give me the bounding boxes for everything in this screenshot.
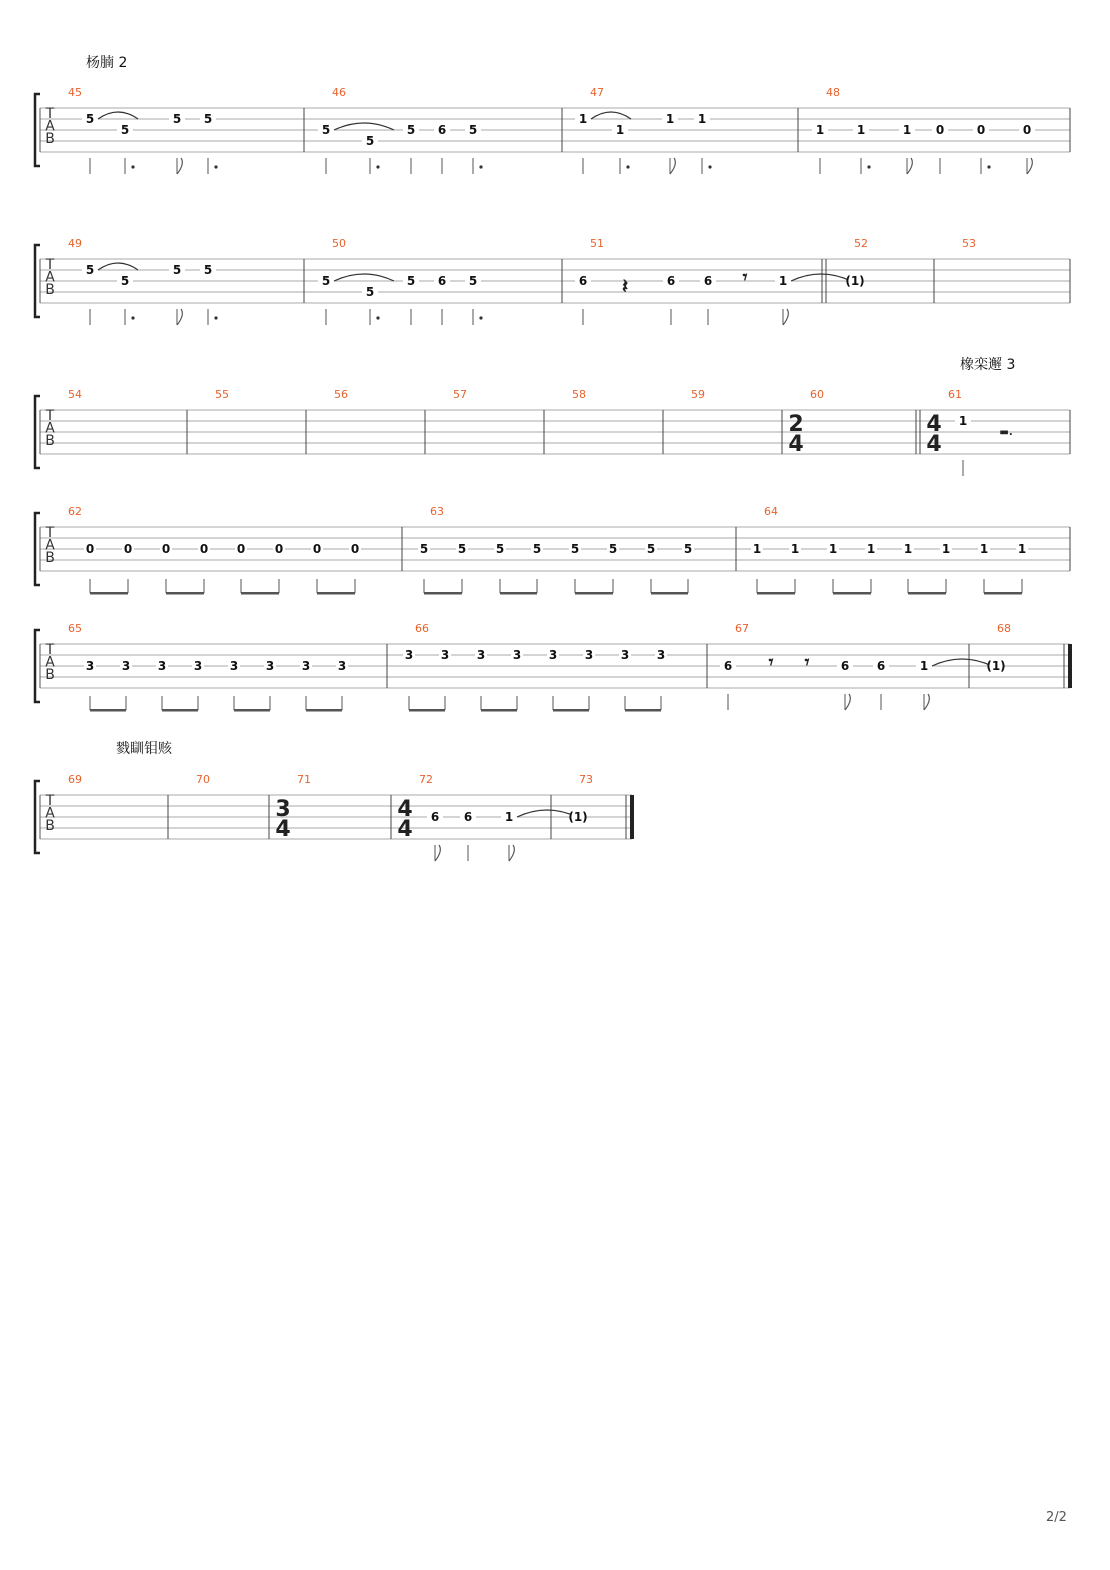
system-bracket: [35, 396, 40, 468]
fret-number: 1: [1017, 542, 1027, 556]
measure-number: 51: [590, 237, 604, 250]
fret-number: 1: [941, 542, 951, 556]
system-bracket: [35, 94, 40, 166]
note-flag: [177, 309, 182, 325]
note-flag: [783, 309, 788, 325]
fret-number: 5: [532, 542, 542, 556]
time-signature-top: 4: [926, 412, 942, 437]
fret-number: 3: [337, 659, 347, 673]
augmentation-dot: [214, 316, 217, 319]
tab-clef-letter: A: [45, 118, 55, 135]
fret-number: 5: [468, 123, 478, 137]
fret-number: 3: [404, 648, 414, 662]
tied-fret-number: (1): [845, 274, 865, 288]
measure-number: 65: [68, 622, 82, 635]
section-label: 杨腩 2: [86, 55, 128, 71]
fret-number: 0: [85, 542, 95, 556]
final-barline-thick: [630, 795, 634, 839]
fret-number: 3: [548, 648, 558, 662]
fret-number: 6: [430, 810, 440, 824]
tab-clef-letter: A: [45, 420, 55, 437]
fret-number: 5: [468, 274, 478, 288]
beam: [90, 709, 126, 712]
beam: [481, 709, 517, 712]
fret-number: 3: [512, 648, 522, 662]
fret-number: 3: [476, 648, 486, 662]
beam: [984, 592, 1022, 595]
tied-fret-number: (1): [568, 810, 588, 824]
fret-number: 3: [584, 648, 594, 662]
fret-number: 1: [504, 810, 514, 824]
augmentation-dot: [626, 165, 629, 168]
beam: [306, 709, 342, 712]
measure-number: 52: [854, 237, 868, 250]
tab-clef-letter: A: [45, 537, 55, 554]
note-flag: [177, 158, 182, 174]
fret-number: 5: [683, 542, 693, 556]
note-flag: [845, 694, 850, 710]
time-signature-bottom: 4: [926, 432, 942, 457]
fret-number: 6: [463, 810, 473, 824]
augmentation-dot: [867, 165, 870, 168]
measure-number: 64: [764, 505, 778, 518]
beam: [651, 592, 688, 595]
fret-number: 1: [979, 542, 989, 556]
augmentation-dot: [987, 165, 990, 168]
system-bracket: [35, 781, 40, 853]
measure-number: 71: [297, 773, 311, 786]
tab-clef-letter: T: [45, 642, 55, 658]
system-bracket: [35, 513, 40, 585]
measure-number: 59: [691, 388, 705, 401]
time-signature-bottom: 4: [275, 817, 291, 842]
fret-number: 5: [608, 542, 618, 556]
system-bracket: [35, 630, 40, 702]
final-barline-thick: [1068, 644, 1072, 688]
measure-number: 58: [572, 388, 586, 401]
fret-number: 5: [203, 263, 213, 277]
fret-number: 6: [666, 274, 676, 288]
fret-number: 6: [578, 274, 588, 288]
fret-number: 5: [406, 274, 416, 288]
system-bracket: [35, 245, 40, 317]
fret-number: 0: [976, 123, 986, 137]
tab-clef-letter: B: [45, 282, 55, 298]
fret-number: 5: [120, 274, 130, 288]
augmentation-dot: [708, 165, 711, 168]
tie-arc: [334, 274, 394, 281]
beam: [241, 592, 279, 595]
measure-number: 45: [68, 86, 82, 99]
fret-number: 0: [935, 123, 945, 137]
fret-number: 1: [828, 542, 838, 556]
measure-number: 67: [735, 622, 749, 635]
fret-number: 1: [615, 123, 625, 137]
fret-number: 1: [866, 542, 876, 556]
beam: [757, 592, 795, 595]
fret-number: 6: [840, 659, 850, 673]
tab-clef-letter: T: [45, 525, 55, 541]
tab-clef-letter: B: [45, 433, 55, 449]
augmentation-dot: [479, 316, 482, 319]
tab-clef-letter: T: [45, 106, 55, 122]
augmentation-dot: [479, 165, 482, 168]
time-signature-bottom: 4: [788, 432, 804, 457]
fret-number: 5: [85, 112, 95, 126]
tab-clef-letter: A: [45, 805, 55, 822]
tab-clef-letter: A: [45, 269, 55, 286]
section-label: 戮瞓钼赅: [116, 741, 172, 757]
tab-system: [35, 237, 1070, 325]
measure-number: 62: [68, 505, 82, 518]
tie-arc: [791, 274, 851, 281]
tab-clef-letter: B: [45, 550, 55, 566]
fret-number: 6: [437, 123, 447, 137]
tab-clef-letter: A: [45, 654, 55, 671]
fret-number: 6: [437, 274, 447, 288]
fret-number: 3: [121, 659, 131, 673]
note-flag: [509, 845, 514, 861]
fret-number: 1: [919, 659, 929, 673]
fret-number: 0: [236, 542, 246, 556]
augmentation-dot: [376, 316, 379, 319]
measure-number: 56: [334, 388, 348, 401]
fret-number: 6: [876, 659, 886, 673]
note-flag: [924, 694, 929, 710]
fret-number: 1: [665, 112, 675, 126]
note-flag: [1027, 158, 1032, 174]
beam: [833, 592, 871, 595]
augmentation-dot: [214, 165, 217, 168]
fret-number: 5: [406, 123, 416, 137]
fret-number: 1: [815, 123, 825, 137]
note-flag: [907, 158, 912, 174]
fret-number: 1: [902, 123, 912, 137]
measure-number: 46: [332, 86, 346, 99]
fret-number: 1: [697, 112, 707, 126]
fret-number: 1: [778, 274, 788, 288]
tie-arc: [98, 112, 138, 119]
time-signature-top: 3: [275, 797, 291, 822]
tab-clef-letter: T: [45, 257, 55, 273]
fret-number: 0: [312, 542, 322, 556]
beam: [162, 709, 198, 712]
time-signature-top: 2: [788, 412, 804, 437]
tab-system: [35, 356, 1070, 476]
fret-number: 1: [752, 542, 762, 556]
tie-arc: [98, 263, 138, 270]
fret-number: 3: [85, 659, 95, 673]
fret-number: 1: [790, 542, 800, 556]
fret-number: 0: [274, 542, 284, 556]
tab-system: [35, 622, 1072, 712]
measure-number: 61: [948, 388, 962, 401]
tie-arc: [334, 123, 394, 130]
measure-number: 63: [430, 505, 444, 518]
fret-number: 1: [903, 542, 913, 556]
tab-clef-letter: B: [45, 131, 55, 147]
beam: [90, 592, 128, 595]
fret-number: 5: [570, 542, 580, 556]
measure-number: 47: [590, 86, 604, 99]
measure-number: 50: [332, 237, 346, 250]
fret-number: 5: [120, 123, 130, 137]
measure-number: 49: [68, 237, 82, 250]
eighth-rest: 𝄾: [768, 652, 774, 673]
augmentation-dot: [131, 316, 134, 319]
fret-number: 5: [203, 112, 213, 126]
tab-clef-letter: B: [45, 818, 55, 834]
fret-number: 1: [578, 112, 588, 126]
tied-fret-number: (1): [986, 659, 1006, 673]
measure-number: 60: [810, 388, 824, 401]
eighth-rest: 𝄾: [742, 267, 748, 288]
fret-number: 5: [457, 542, 467, 556]
tie-arc: [591, 112, 631, 119]
beam: [409, 709, 445, 712]
measure-number: 70: [196, 773, 210, 786]
fret-number: 5: [85, 263, 95, 277]
time-signature-top: 4: [397, 797, 413, 822]
time-signature-bottom: 4: [397, 817, 413, 842]
tab-system: [35, 505, 1070, 595]
measure-number: 55: [215, 388, 229, 401]
fret-number: 5: [172, 263, 182, 277]
fret-number: 5: [495, 542, 505, 556]
fret-number: 6: [703, 274, 713, 288]
note-flag: [670, 158, 675, 174]
augmentation-dot: [131, 165, 134, 168]
fret-number: 5: [365, 285, 375, 299]
fret-number: 5: [365, 134, 375, 148]
fret-number: 5: [172, 112, 182, 126]
beam: [625, 709, 661, 712]
measure-number: 68: [997, 622, 1011, 635]
fret-number: 5: [419, 542, 429, 556]
note-flag: [435, 845, 440, 861]
fret-number: 5: [321, 274, 331, 288]
tab-clef-letter: B: [45, 667, 55, 683]
beam: [500, 592, 537, 595]
fret-number: 1: [856, 123, 866, 137]
beam: [908, 592, 946, 595]
fret-number: 3: [265, 659, 275, 673]
fret-number: 0: [350, 542, 360, 556]
tab-clef-letter: T: [45, 793, 55, 809]
eighth-rest: 𝄾: [804, 652, 810, 673]
measure-number: 57: [453, 388, 467, 401]
fret-number: 3: [440, 648, 450, 662]
measure-number: 73: [579, 773, 593, 786]
fret-number: 3: [157, 659, 167, 673]
fret-number: 3: [301, 659, 311, 673]
fret-number: 5: [321, 123, 331, 137]
page-number: 2/2: [1046, 1510, 1067, 1525]
fret-number: 0: [123, 542, 133, 556]
tab-system: [35, 54, 1070, 174]
beam: [317, 592, 355, 595]
fret-number: 0: [199, 542, 209, 556]
beam: [234, 709, 270, 712]
augmentation-dot: [376, 165, 379, 168]
fret-number: 1: [958, 414, 968, 428]
fret-number: 0: [161, 542, 171, 556]
tie-arc: [932, 659, 992, 666]
fret-number: 5: [646, 542, 656, 556]
fret-number: 3: [193, 659, 203, 673]
section-label: 橡栾邂 3: [960, 357, 1016, 373]
measure-number: 53: [962, 237, 976, 250]
tab-clef-letter: T: [45, 408, 55, 424]
measure-number: 48: [826, 86, 840, 99]
measure-number: 72: [419, 773, 433, 786]
fret-number: 3: [229, 659, 239, 673]
fret-number: 6: [723, 659, 733, 673]
beam: [553, 709, 589, 712]
dotted-half-rest: ▬.: [999, 427, 1013, 438]
quarter-rest: 𝄽: [621, 274, 629, 298]
beam: [166, 592, 204, 595]
measure-number: 69: [68, 773, 82, 786]
measure-number: 66: [415, 622, 429, 635]
beam: [575, 592, 613, 595]
fret-number: 3: [620, 648, 630, 662]
fret-number: 0: [1022, 123, 1032, 137]
measure-number: 54: [68, 388, 82, 401]
tab-system: [35, 741, 634, 861]
beam: [424, 592, 462, 595]
fret-number: 3: [656, 648, 666, 662]
